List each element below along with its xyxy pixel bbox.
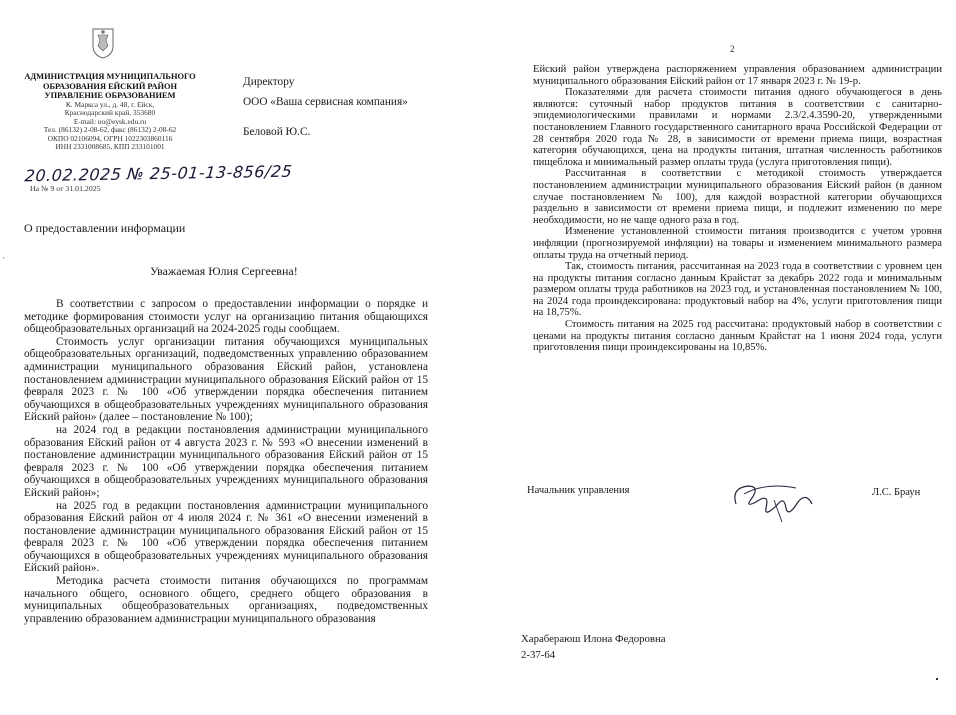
org-line: E-mail: uo@eysk.edu.ru	[73, 116, 147, 126]
paragraph: Стоимость питания на 2025 год рассчитана: продуктовый набор в соответствии с ценами на продукты питания согласно данным Крайстат на 1 июня 2024 года, услуги приготовления пищи проиндексированы на 10,85%.	[533, 319, 942, 354]
letter-subject: О предоставлении информации	[24, 221, 186, 235]
paragraph: Так, стоимость питания, рассчитанная на 2023 года в соответствии с уровнем цен на продукты питания согласно данным Крайстат за декабрь 2022 года и минимальным размером оплаты труда работников на 2023 год, и установленная постановлением № 100, на 2024 года проиндексирована: продуктовый набор на 4%, услуги приготовления пищи на 18,75%.	[533, 261, 942, 319]
executor-phone: 2-37-64	[521, 649, 556, 661]
paragraph: Рассчитанная в соответствии с методикой стоимость утверждается постановлением администрации муниципального образования Ейский район (в данном случае постановлением № 100), для каждой возрастной категории обучающихся раздельно в зависимости от времени приема пищи, и подлежит изменению по мере необходимости, но не чаще одного раза в год.	[533, 168, 942, 226]
scan-speck	[936, 678, 938, 680]
handwritten-signature-icon	[726, 474, 826, 524]
signatory-name: Л.С. Браун	[872, 487, 921, 498]
org-line: К. Маркса ул., д. 48, г. Ейск,	[65, 99, 155, 109]
letter-greeting: Уважаемая Юлия Сергеевна!	[150, 264, 298, 278]
paragraph: Изменение установленной стоимости питания производится с учетом уровня инфляции (прогнозируемой инфляции) на товары и изменением минимального размера оплаты труда на отчетный период.	[533, 226, 942, 261]
sender-organization-block	[20, 72, 200, 152]
paragraph: Ейский район утверждена распоряжением управления образованием администрации муниципального образования Ейский район от 17 января 2023 г. № 19-р.	[533, 64, 942, 87]
org-line: Краснодарский край, 353680	[64, 108, 156, 118]
addressee-position: Директору	[243, 76, 295, 88]
paragraph: Показателями для расчета стоимости питания одного обучающегося в день являются: суточный набор продуктов питания в соответствии с санитарно-эпидемиологическими правилами и нормами 2.3/2.4.3590-20, утвержденными постановлением Главного государственного санитарного врача Российской Федерации от 28 сентября 2020 года № 28, в зависимости от времени приема пищи, возрастная категория обучающихся, цена на продукты питания, штатная численность работников пищеблока и минимальный размер оплаты труда (услуга приготовления пищи).	[533, 87, 942, 168]
page2-body	[533, 64, 942, 354]
margin-mark: ˎ	[2, 248, 6, 259]
paragraph: В соответствии с запросом о предоставлении информации о порядке и методике формирования стоимости услуг на организацию питания общающихся общеобразовательных организаций на 2024-2025 годы сообщаем.	[24, 298, 428, 336]
addressee-name: Беловой Ю.С.	[243, 126, 311, 138]
org-line: ОКПО 02106094, ОГРН 1022303860116	[47, 133, 173, 143]
page-number: 2	[730, 44, 735, 54]
paragraph: Стоимость услуг организации питания обучающихся муниципальных общеобразовательных организаций, подведомственных управлению образованием администрации муниципального образования Ейский район, установлена постановлением администрации муниципального образования Ейский район от 15 февраля 2023 г. № 100 «Об утверждении порядка обеспечения питанием обучающихся в общеобразовательных учреждениях муниципального образования Ейский район» (далее – постановление № 100);	[24, 335, 428, 424]
paragraph: на 2024 год в редакции постановления администрации муниципального образования Ейский район от 4 августа 2023 г. № 593 «О внесении изменений в постановление администрации муниципального образования Ейский район от 15 февраля 2023 г. № 100 «Об утверждении порядка обеспечения питанием обучающихся в общеобразовательных учреждениях муниципального образования Ейский район»;	[24, 423, 428, 499]
executor-block	[521, 631, 666, 663]
paragraph: на 2025 год в редакции постановления администрации муниципального образования Ейский район от 4 июля 2024 г. № 361 «О внесении изменений в постановление администрации муниципального образования Ейский район от 15 февраля 2023 г. № 100 «Об утверждении порядка обеспечения питанием обучающихся в общеобразовательных учреждениях муниципального образования Ейский район».	[24, 499, 428, 575]
coat-of-arms-icon	[90, 26, 116, 60]
org-line: Тел. (86132) 2-08-62, факс (86132) 2-08-62	[43, 125, 177, 135]
org-line: ОБРАЗОВАНИЯ ЕЙСКИЙ РАЙОН	[42, 81, 178, 91]
paragraph: Методика расчета стоимости питания обучающихся по программам начального общего, основного общего, среднего общего образования в муниципальных общеобразовательных организациях, подведомственных управлению образованием администрации муниципального образования	[24, 575, 428, 625]
executor-name: Харабераюш Илона Федоровна	[521, 633, 666, 645]
org-line: УПРАВЛЕНИЕ ОБРАЗОВАНИЕМ	[44, 91, 176, 100]
org-line: АДМИНИСТРАЦИЯ МУНИЦИПАЛЬНОГО	[24, 72, 196, 81]
registration-number-handwritten: 20.02.2025 № 25-01-13-856/25	[23, 161, 294, 186]
addressee-block	[243, 72, 408, 142]
reply-reference: На № 9 от 31.01.2025	[30, 184, 101, 193]
page1-body	[24, 298, 428, 625]
org-line: ИНН 2331008685, КПП 233101001	[55, 142, 165, 152]
signatory-title: Начальник управления	[527, 485, 630, 496]
addressee-company: ООО «Ваша сервисная компания»	[243, 96, 408, 108]
